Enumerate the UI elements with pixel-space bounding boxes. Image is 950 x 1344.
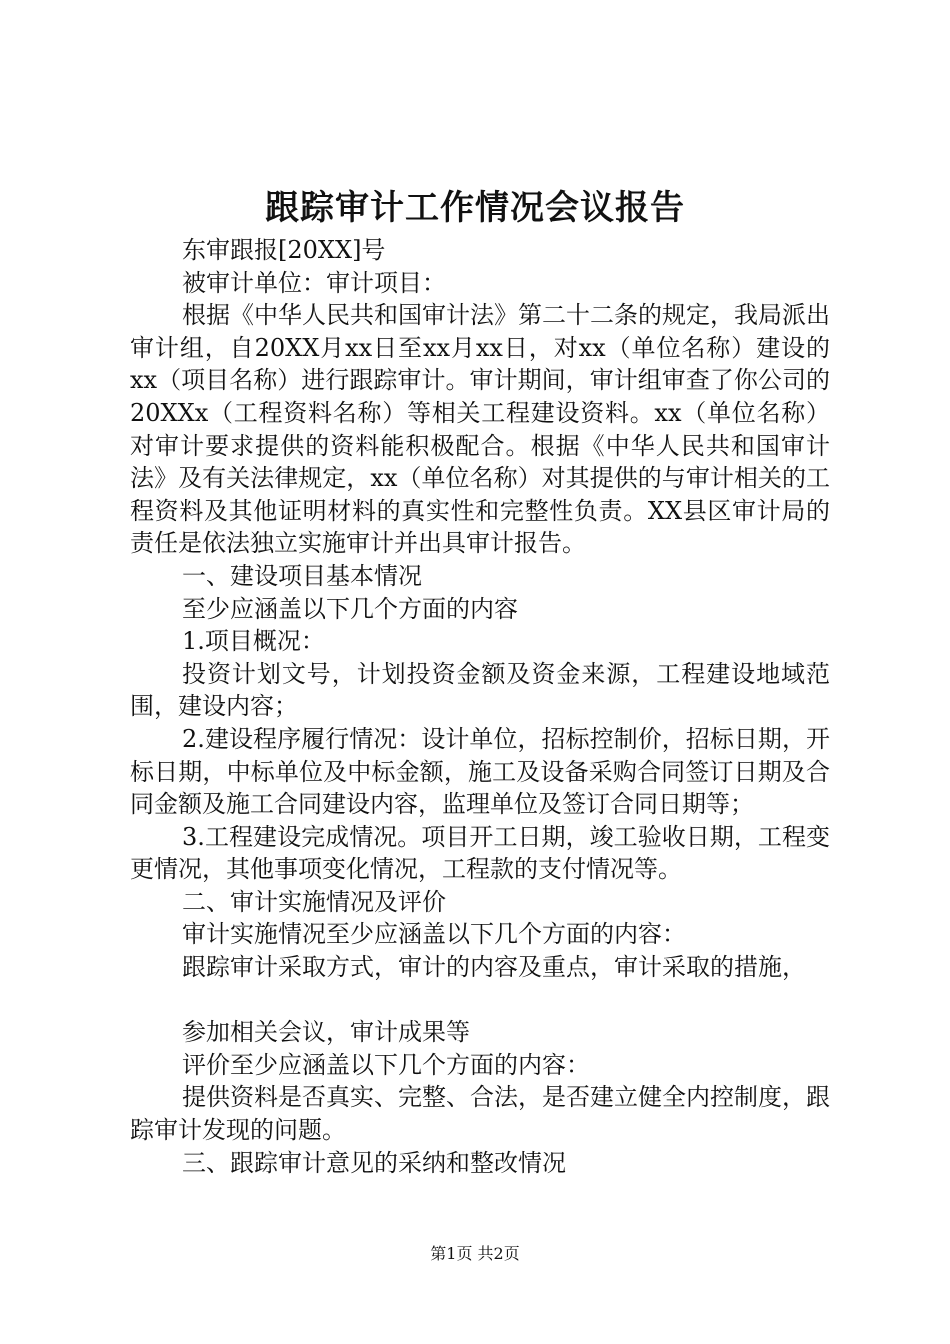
page-indicator: 第1页 共2页: [430, 1244, 520, 1263]
paragraph: 2.建设程序履行情况：设计单位，招标控制价，招标日期，开标日期，中标单位及中标金额，施工及设备采购合同签订日期及合同金额及施工合同建设内容，监理单位及签订合同日期等；: [130, 724, 830, 819]
section-heading-2: 二、审计实施情况及评价: [182, 887, 446, 916]
audited-unit-line: 被审计单位：审计项目：: [182, 268, 446, 297]
document-number: 东审跟报[20XX]号: [182, 236, 386, 264]
paragraph: 3.工程建设完成情况。项目开工日期，竣工验收日期，工程变更情况，其他事项变化情况，工程款的支付情况等。: [130, 822, 830, 884]
section-heading-1: 一、建设项目基本情况: [182, 561, 422, 590]
paragraph: 审计实施情况至少应涵盖以下几个方面的内容：: [182, 920, 686, 949]
subheading-project-overview: 1.项目概况：: [182, 627, 325, 656]
paragraph: 投资计划文号，计划投资金额及资金来源，工程建设地域范围，建设内容；: [130, 659, 830, 721]
document-title: 跟踪审计工作情况会议报告: [265, 188, 685, 228]
paragraph: 跟踪审计采取方式，审计的内容及重点，审计采取的措施，: [182, 953, 806, 982]
intro-paragraph: 根据《中华人民共和国审计法》第二十二条的规定，我局派出审计组，自20XX月xx日至xx月xx日，对xx（单位名称）建设的xx（项目名称）进行跟踪审计。审计期间，审计组审查了你公司的20XXx（工程资料名称）等相关工程建设资料。xx（单位名称）对审计要求提供的资料能积极配合。根据《中华人民共和国审计法》及有关法律规定，xx（单位名称）对其提供的与审计相关的工程资料及其他证明材料的真实性和完整性负责。XX县区审计局的责任是依法独立实施审计并出具审计报告。: [130, 301, 830, 558]
document-body: [130, 234, 830, 1179]
paragraph: 提供资料是否真实、完整、合法，是否建立健全内控制度，跟踪审计发现的问题。: [130, 1083, 830, 1145]
paragraph: 参加相关会议，审计成果等: [182, 1018, 470, 1047]
paragraph: 至少应涵盖以下几个方面的内容: [182, 594, 518, 623]
paragraph: 评价至少应涵盖以下几个方面的内容：: [182, 1050, 590, 1079]
section-heading-3: 三、跟踪审计意见的采纳和整改情况: [182, 1148, 566, 1177]
blank-line: [130, 984, 830, 1017]
